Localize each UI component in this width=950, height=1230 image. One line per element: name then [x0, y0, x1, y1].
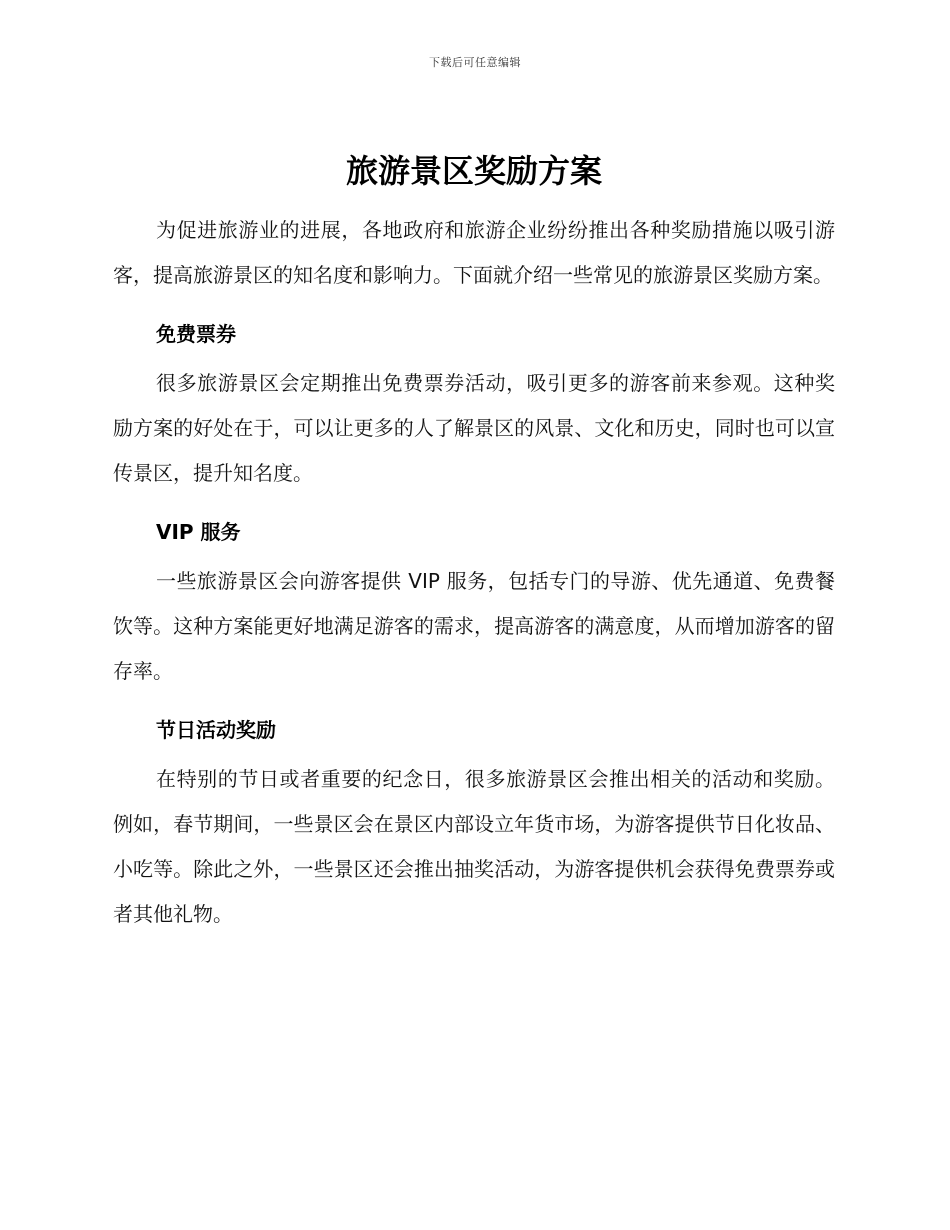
section-paragraph-holiday-rewards: 在特别的节日或者重要的纪念日，很多旅游景区会推出相关的活动和奖励。例如，春节期间，一些景区会在景区内部设立年货市场，为游客提供节日化妆品、小吃等。除此之外，一些景区还会推出抽奖活动，为游客提供机会获得免费票券或者其他礼物。 [113, 767, 835, 926]
page-header-note: 下载后可任意编辑 [429, 56, 521, 69]
document-title: 旅游景区奖励方案 [345, 152, 602, 190]
document-body [113, 148, 835, 937]
section-paragraph-vip-service: 一些旅游景区会向游客提供 VIP 服务，包括专门的导游、优先通道、免费餐饮等。这种方案能更好地满足游客的需求，提高游客的满意度，从而增加游客的留存率。 [113, 569, 835, 683]
section-heading-vip-service: VIP 服务 [156, 520, 241, 544]
section-heading-free-tickets: 免费票券 [156, 322, 236, 346]
section-heading-holiday-rewards: 节日活动奖励 [156, 718, 276, 742]
intro-paragraph: 为促进旅游业的进展，各地政府和旅游企业纷纷推出各种奖励措施以吸引游客，提高旅游景区的知名度和影响力。下面就介绍一些常见的旅游景区奖励方案。 [113, 218, 835, 287]
section-paragraph-free-tickets: 很多旅游景区会定期推出免费票券活动，吸引更多的游客前来参观。这种奖励方案的好处在于，可以让更多的人了解景区的风景、文化和历史，同时也可以宣传景区，提升知名度。 [113, 371, 835, 485]
